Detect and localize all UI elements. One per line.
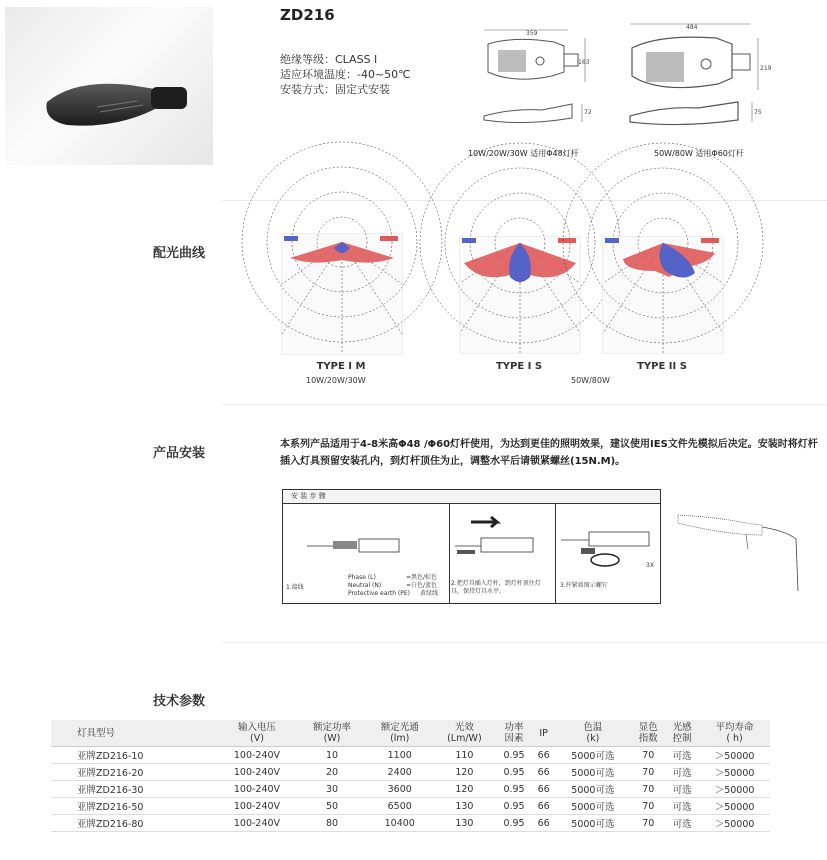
column-header-unit: 指数 xyxy=(638,733,658,744)
table-cell: 可选 xyxy=(665,747,699,764)
column-header-label: 灯具型号 xyxy=(77,727,116,739)
steps-title: 安 装 步 骤 xyxy=(291,492,326,500)
column-header-label: 色温 xyxy=(583,722,603,733)
column-header xyxy=(216,720,298,747)
column-header-label: 光效 xyxy=(454,722,474,733)
column-header-unit: 控制 xyxy=(672,733,692,744)
drawing-large-side: 75 xyxy=(754,109,762,116)
column-header xyxy=(495,720,533,747)
installation-description: 本系列产品适用于4-8米高Φ48 /Φ60灯杆使用，为达到更佳的照明效果，建议使用IES文件先模拟后决定。安装时将灯杆插入灯具预留安装孔内，到灯杆顶住为止，调整水平后请锁紧螺丝(15N.M)。 xyxy=(280,439,818,467)
product-model: ZD216 xyxy=(280,6,335,24)
curve-watt-right: 50W/80W xyxy=(571,376,610,385)
column-header-unit: (Lm/W) xyxy=(447,733,482,744)
section-heading-installation: 产品安装 xyxy=(153,446,206,461)
column-header-label: 显色 xyxy=(638,722,658,733)
table-header-row xyxy=(51,720,770,747)
spec-temperature: 适应环境温度：-40~50℃ xyxy=(280,68,411,81)
table-cell: 120 xyxy=(434,764,496,781)
table-cell: 80 xyxy=(298,815,366,832)
column-header-label: 输入电压 xyxy=(237,722,276,733)
table-cell: 2400 xyxy=(366,764,434,781)
table-cell: 120 xyxy=(434,781,496,798)
table-body xyxy=(51,747,770,832)
street-light-image xyxy=(5,7,213,165)
wiring-phase-color: =黑色/棕色 xyxy=(406,574,438,581)
column-header-label: 光感 xyxy=(672,722,692,733)
column-header-unit: (k) xyxy=(586,733,600,744)
table-cell: 30 xyxy=(298,781,366,798)
column-header-unit: 因素 xyxy=(504,733,524,744)
tech-params-table xyxy=(51,720,770,832)
curve-type-im xyxy=(281,233,403,355)
drawing-small xyxy=(474,24,599,134)
installation-steps-panel xyxy=(282,489,661,604)
table-cell: 66 xyxy=(533,798,555,815)
table-cell: 可选 xyxy=(665,764,699,781)
column-header xyxy=(298,720,366,747)
table-cell: 5000可选 xyxy=(554,798,631,815)
column-header xyxy=(533,720,555,747)
table-cell: 66 xyxy=(533,747,555,764)
curve-label-type-im: TYPE I M xyxy=(316,361,366,372)
drawing-large-height: 219 xyxy=(760,65,772,72)
table-cell: 0.95 xyxy=(495,798,533,815)
drawing-small-caption: 10W/20W/30W 适用Φ48灯杆 xyxy=(468,149,579,158)
section-heading-light-distribution: 配光曲线 xyxy=(153,246,206,261)
spec-insulation: 绝缘等级：CLASS I xyxy=(280,53,378,66)
column-header-unit: (W) xyxy=(323,733,341,744)
table-cell: 130 xyxy=(434,815,496,832)
table-cell: 100-240V xyxy=(216,781,298,798)
curve-label-type-is: TYPE I S xyxy=(495,361,543,372)
steps-header xyxy=(283,490,660,504)
column-header-label: IP xyxy=(539,727,548,739)
table-cell: ＞50000 xyxy=(699,781,770,798)
table-cell: ＞50000 xyxy=(699,815,770,832)
table-cell: 0.95 xyxy=(495,781,533,798)
table-cell: 130 xyxy=(434,798,496,815)
table-cell: 66 xyxy=(533,781,555,798)
step-divider xyxy=(449,504,450,603)
step2-label: 2.把灯具插入灯杆，到灯杆顶住灯具，保持灯具水平。 xyxy=(451,580,541,595)
table-cell: 亚牌ZD216-10 xyxy=(51,747,216,764)
table-cell: 6500 xyxy=(366,798,434,815)
table-cell: 10400 xyxy=(366,815,434,832)
column-header-label: 额定光通 xyxy=(380,722,419,733)
table-cell: 70 xyxy=(631,764,665,781)
curve-type-iis xyxy=(602,236,724,354)
column-header xyxy=(699,720,770,747)
table-row xyxy=(51,764,770,781)
step2-illustration xyxy=(453,514,553,564)
table-cell: 5000可选 xyxy=(554,781,631,798)
spec-mounting: 安装方式：固定式安装 xyxy=(280,83,390,96)
table-cell: 0.95 xyxy=(495,747,533,764)
curve-watt-left: 10W/20W/30W xyxy=(306,376,366,385)
table-cell: ＞50000 xyxy=(699,798,770,815)
column-header xyxy=(366,720,434,747)
table-cell: 66 xyxy=(533,764,555,781)
column-header xyxy=(51,720,216,747)
table-cell: 1100 xyxy=(366,747,434,764)
table-cell: 110 xyxy=(434,747,496,764)
wiring-earth: Protective earth (PE) xyxy=(348,590,411,597)
table-row xyxy=(51,798,770,815)
table-row xyxy=(51,781,770,798)
wiring-earth-color: 黄绿线 xyxy=(420,590,439,597)
table-cell: 亚牌ZD216-30 xyxy=(51,781,216,798)
step1-label: 1.接线 xyxy=(286,584,304,591)
table-cell: 0.95 xyxy=(495,815,533,832)
drawing-large xyxy=(620,18,770,134)
table-cell: 3600 xyxy=(366,781,434,798)
table-cell: 70 xyxy=(631,747,665,764)
drawing-large-caption: 50W/80W 适用Φ60灯杆 xyxy=(654,149,744,158)
table-cell: 5000可选 xyxy=(554,764,631,781)
pole-mount-illustration xyxy=(676,505,806,595)
table-row xyxy=(51,815,770,832)
table-cell: 亚牌ZD216-20 xyxy=(51,764,216,781)
drawing-large-width: 484 xyxy=(686,24,698,31)
table-cell: 100-240V xyxy=(216,815,298,832)
table-cell: 可选 xyxy=(665,815,699,832)
table-cell: 5000可选 xyxy=(554,747,631,764)
column-header xyxy=(631,720,665,747)
table-cell: 10 xyxy=(298,747,366,764)
step-divider xyxy=(555,504,556,603)
column-header xyxy=(554,720,631,747)
product-photo xyxy=(5,7,213,165)
drawing-small-width: 359 xyxy=(526,30,538,37)
column-header-label: 额定功率 xyxy=(312,722,351,733)
column-header xyxy=(665,720,699,747)
table-cell: 可选 xyxy=(665,798,699,815)
table-cell: 66 xyxy=(533,815,555,832)
table-cell: 70 xyxy=(631,798,665,815)
table-cell: 亚牌ZD216-80 xyxy=(51,815,216,832)
divider xyxy=(222,404,827,405)
step3-label: 3.拧紧如图示螺钉 xyxy=(560,582,608,589)
column-header-label: 平均寿命 xyxy=(715,722,754,733)
step1-illustration xyxy=(303,524,403,554)
column-header-label: 功率 xyxy=(504,722,524,733)
tighten-times: 3X xyxy=(646,562,654,569)
table-cell: 100-240V xyxy=(216,798,298,815)
curve-label-type-iis: TYPE II S xyxy=(637,361,687,372)
table-cell: 50 xyxy=(298,798,366,815)
product-specs xyxy=(280,52,411,97)
table-cell: 20 xyxy=(298,764,366,781)
wiring-neutral: Neutral (N) xyxy=(348,582,382,589)
wiring-neutral-color: =白色/蓝色 xyxy=(406,582,438,589)
table-row xyxy=(51,747,770,764)
divider xyxy=(222,200,827,201)
column-header-unit: ( h) xyxy=(726,733,743,744)
table-cell: 亚牌ZD216-50 xyxy=(51,798,216,815)
section-heading-tech-params: 技术参数 xyxy=(153,694,206,709)
column-header xyxy=(434,720,496,747)
table-cell: 可选 xyxy=(665,781,699,798)
curve-type-is xyxy=(459,236,581,354)
drawing-small-side: 72 xyxy=(584,109,592,116)
column-header-unit: (lm) xyxy=(390,733,410,744)
step3-illustration xyxy=(559,528,659,578)
table-cell: 0.95 xyxy=(495,764,533,781)
table-cell: 100-240V xyxy=(216,747,298,764)
table-cell: ＞50000 xyxy=(699,747,770,764)
table-cell: 70 xyxy=(631,781,665,798)
table-cell: 5000可选 xyxy=(554,815,631,832)
wiring-phase: Phase (L) xyxy=(348,574,376,581)
table-cell: 70 xyxy=(631,815,665,832)
drawing-small-height: 163 xyxy=(578,59,590,66)
divider xyxy=(222,642,827,643)
table-cell: ＞50000 xyxy=(699,764,770,781)
column-header-unit: (V) xyxy=(250,733,264,744)
table-cell: 100-240V xyxy=(216,764,298,781)
